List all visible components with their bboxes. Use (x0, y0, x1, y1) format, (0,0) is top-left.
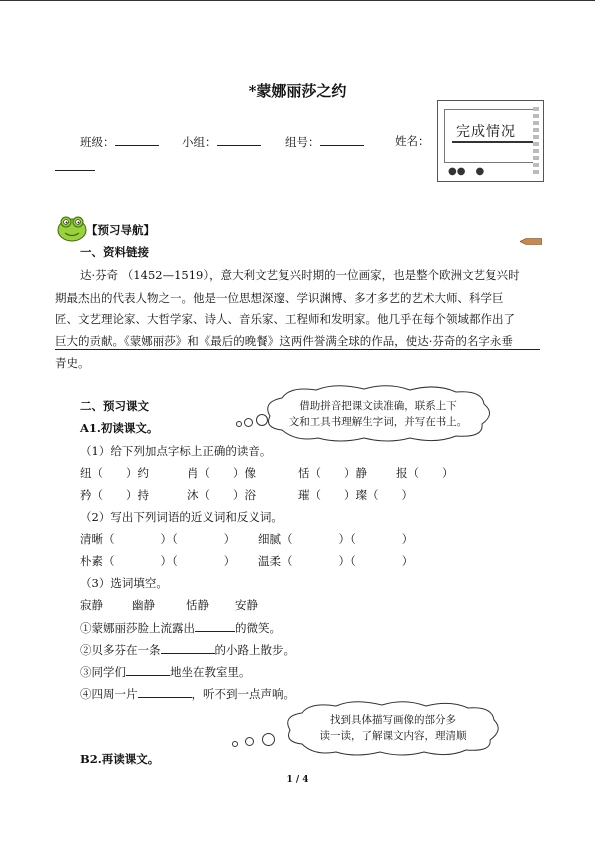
fill2-blank[interactable] (161, 641, 215, 654)
cloud1-dot-medium (244, 418, 253, 427)
pencil-icon (520, 238, 542, 245)
stamp-edge-decoration (533, 107, 539, 175)
para-line-1: 达·芬奇 （1452—1519），意大利文艺复兴时期的一位画家，也是整个欧洲文艺复兴时 (80, 268, 520, 282)
page-number: 1 / 4 (286, 775, 309, 785)
fill-sentence-2 (80, 641, 295, 658)
question-2: （2）写出下列词语的近义词和反义词。 (80, 510, 283, 524)
fill1-before: ①蒙娜丽莎脸上流露出 (80, 621, 195, 635)
group-blank[interactable] (217, 133, 261, 146)
pinyin-item-6: 沐（ ）浴 (187, 488, 256, 502)
group-no-blank[interactable] (320, 133, 364, 146)
stamp-text: 完成情况 (456, 124, 516, 140)
part1-heading: 一、资料链接 (80, 245, 149, 259)
cloud1-line-2: 文和工具书理解生字词，并写在书上。 (288, 416, 468, 428)
fill-sentence-1 (80, 619, 281, 636)
word-option-4: 安静 (235, 598, 258, 612)
cloud2-dot-large (262, 733, 275, 746)
word-option-2: 幽静 (132, 598, 155, 612)
pinyin-item-5: 矜（ ）持 (80, 488, 149, 502)
fill4-before: ④四周一片 (80, 687, 138, 701)
hint-cloud-1 (260, 384, 496, 444)
cloud2-line-2: 读一读，了解课文内容，理清顺 (319, 730, 467, 742)
word-option-3: 恬静 (186, 598, 209, 612)
group-field (182, 133, 261, 150)
hint-cloud-2 (282, 700, 504, 758)
pinyin-item-2: 肖（ ）像 (187, 466, 256, 480)
para-line-2: 期最杰出的代表人物之一。他是一位思想深邃、学识渊博、多才多艺的艺术大师、科学巨 (55, 291, 504, 305)
fill2-after: 的小路上散步。 (214, 643, 295, 657)
stamp-footprints-icon: ●● ● (448, 166, 485, 177)
pinyin-item-1: 纽（ ）约 (80, 466, 149, 480)
question-1: （1）给下列加点字标上正确的读音。 (80, 444, 272, 458)
fill1-after: 的微笑。 (235, 621, 281, 635)
synonym-item-1: 清晰（ ）（ ） (80, 532, 236, 546)
cloud1-line-1: 借助拼音把课文读准确，联系上下 (299, 400, 457, 412)
fill-sentence-4 (80, 685, 295, 702)
question-3: （3）选词填空。 (80, 576, 168, 590)
cloud2-dot-medium (245, 737, 254, 746)
pinyin-item-7: 璀（ ）璨（ ） (298, 488, 413, 502)
fill-sentence-3 (80, 663, 251, 680)
fill1-blank[interactable] (195, 619, 235, 632)
group-no-label: 组号： (285, 135, 320, 149)
synonym-item-3: 朴素（ ）（ ） (80, 554, 236, 568)
para-line-5: 青史。 (55, 356, 90, 370)
cloud2-line-1: 找到具体描写画像的部分多 (330, 714, 456, 726)
fill3-blank[interactable] (126, 663, 170, 676)
name-blank-wrap (55, 158, 95, 174)
fill3-before: ③同学们 (80, 665, 126, 679)
para-line-4: 巨大的贡献。《蒙娜丽莎》和《最后的晚餐》这两件誉满全球的作品，使达·芬奇的名字永垂 (55, 333, 540, 350)
preview-guide-heading: 【预习导航】 (86, 223, 155, 237)
name-label: 姓名： (395, 134, 430, 148)
synonym-item-4: 温柔（ ）（ ） (258, 554, 414, 568)
completion-stamp (437, 100, 544, 182)
para-line-3: 匠、文艺理论家、大哲学家、诗人、音乐家、工程师和发明家。他几乎在每个领域都作出了 (55, 312, 515, 326)
class-blank[interactable] (115, 133, 159, 146)
class-field (80, 133, 159, 150)
group-label: 小组： (182, 135, 217, 149)
section-b2: B2.再读课文。 (80, 752, 160, 766)
synonym-item-2: 细腻（ ）（ ） (258, 532, 414, 546)
section-a1: A1.初读课文。 (80, 421, 159, 435)
frog-mascot-icon (56, 213, 88, 243)
part2-heading: 二、预习课文 (80, 399, 149, 413)
fill3-after: 地坐在教室里。 (170, 665, 251, 679)
name-field (395, 133, 430, 149)
fill4-blank[interactable] (138, 685, 192, 698)
pinyin-item-4: 报（ ） (396, 466, 454, 480)
name-blank[interactable] (55, 158, 95, 171)
cloud1-dot-small (236, 421, 242, 427)
group-no-field (285, 133, 364, 150)
word-option-1: 寂静 (80, 598, 103, 612)
fill4-after: ，听不到一点声响。 (191, 687, 295, 701)
fill2-before: ②贝多芬在一条 (80, 643, 161, 657)
pinyin-item-3: 恬（ ）静 (298, 466, 367, 480)
stamp-underline (452, 141, 534, 143)
cloud2-dot-small (232, 741, 238, 747)
class-label: 班级： (80, 135, 115, 149)
top-border (0, 0, 595, 1)
page-title: *蒙娜丽莎之约 (248, 82, 347, 100)
